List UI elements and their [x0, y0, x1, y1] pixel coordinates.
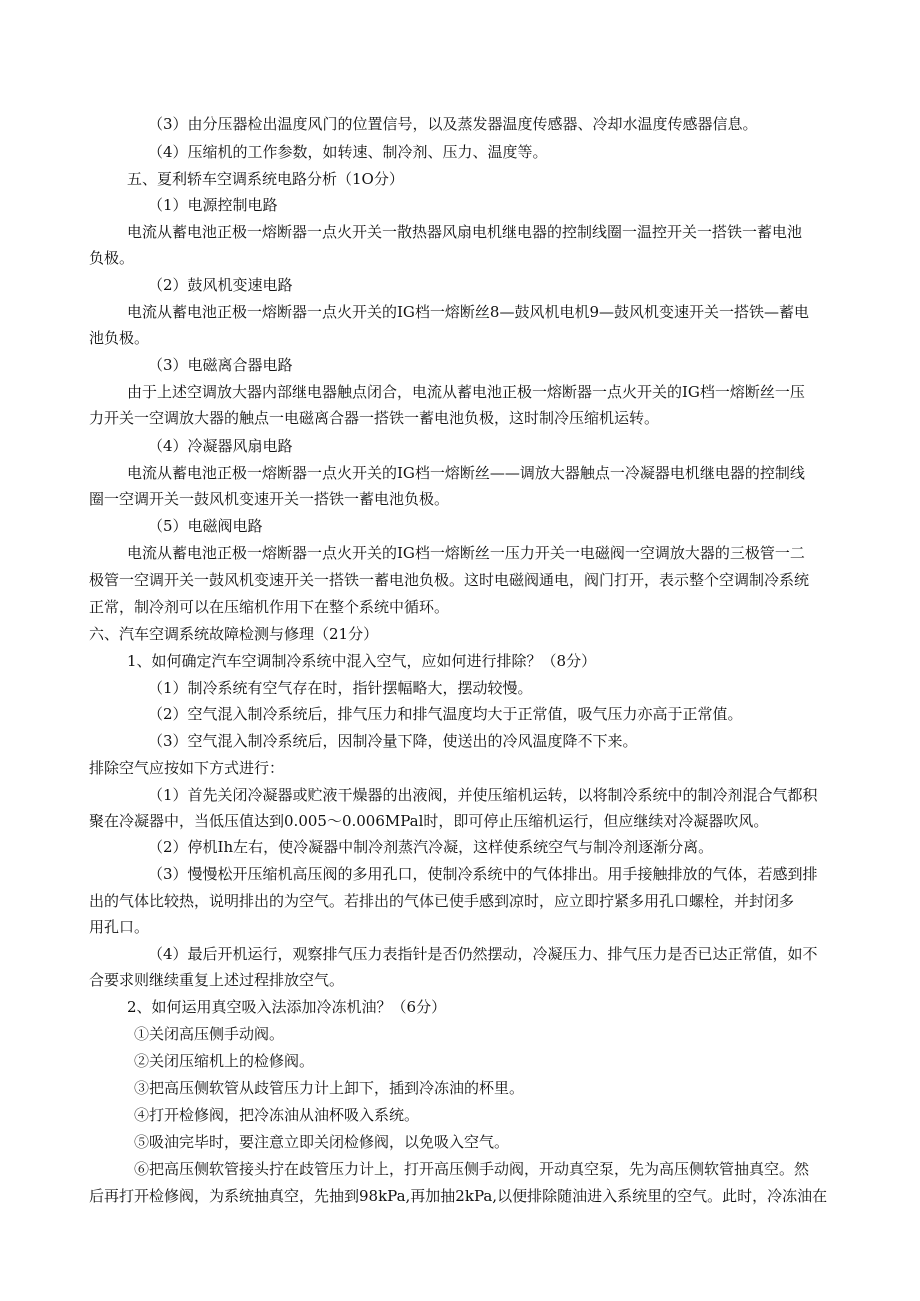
- text-line: 力开关一空调放大器的触点一电磁离合器一搭铁一蓄电池负极，这时制冷压缩机运转。: [89, 409, 660, 427]
- text-line: 极管一空调开关一鼓风机变速开关一搭铁一蓄电池负极。这时电磁阀通电，阀门打开，表示整个空调制冷系统: [89, 571, 810, 589]
- text-line: （4）最后开机运行，观察排气压力表指针是否仍然摆动，冷凝压力、排气压力是否已达正常值，如不: [148, 945, 818, 963]
- text-line: （3）空气混入制冷系统后，因制冷量下降，使送出的冷风温度降不下来。: [148, 732, 638, 750]
- text-line: 正常，制冷剂可以在压缩机作用下在整个系统中循环。: [89, 598, 450, 616]
- text-line: 负极。: [89, 249, 135, 267]
- subheading: （2）鼓风机变速电路: [148, 276, 293, 294]
- text-line: （3）慢慢松开压缩机高压阀的多用孔口，使制冷系统中的气体排出。用手接触排放的气体，若感到排: [148, 865, 818, 883]
- text-line: 聚在冷凝器中，当低压值达到0.005～0.006MPal时，即可停止压缩机运行，但应继续对冷凝器吹风。: [89, 812, 769, 830]
- text-line: 用孔口。: [89, 918, 150, 936]
- text-line: （3）由分压器检出温度风门的位置信号，以及蒸发器温度传感器、冷却水温度传感器信息。: [148, 115, 758, 133]
- text-line: （2）空气混入制冷系统后，排气压力和排气温度均大于正常值，吸气压力亦高于正常值。: [148, 705, 743, 723]
- text-line: 排除空气应按如下方式进行：: [89, 759, 285, 777]
- text-line: ④打开检修阀，把冷冻油从油杯吸入系统。: [134, 1106, 420, 1124]
- text-line: 池负极。: [89, 329, 150, 347]
- text-line: （1）制冷系统有空气存在时，指针摆幅略大，摆动较慢。: [148, 679, 533, 697]
- text-line: 后再打开检修阀，为系统抽真空，先抽到98kPa,再加抽2kPa,以便排除随油进入系统里的空气。此时，冷冻油在: [89, 1187, 828, 1205]
- question-heading: 1、如何确定汽车空调制冷系统中混入空气，应如何进行排除？（8分）: [127, 652, 597, 670]
- section-heading: 五、夏利轿车空调系统电路分析（1O分）: [127, 170, 404, 188]
- section-heading: 六、汽车空调系统故障检测与修理（21分）: [89, 625, 379, 643]
- text-line: 圈一空调开关一鼓风机变速开关一搭铁一蓄电池负极。: [89, 490, 450, 508]
- text-line: 电流从蓄电池正极一熔断器一点火开关的IG档一熔断丝8—鼓风机电机9—鼓风机变速开关一搭铁—蓄电: [127, 303, 809, 321]
- subheading: （4）冷凝器风扇电路: [148, 437, 293, 455]
- text-line: ⑤吸油完毕时，要注意立即关闭检修阀，以免吸入空气。: [134, 1133, 510, 1151]
- subheading: （3）电磁离合器电路: [148, 356, 293, 374]
- text-line: （2）停机Ih左右，使冷凝器中制冷剂蒸汽冷凝，这样使系统空气与制冷剂逐渐分离。: [148, 838, 714, 856]
- text-line: （4）压缩机的工作参数，如转速、制冷剂、压力、温度等。: [148, 143, 548, 161]
- text-line: 电流从蓄电池正极一熔断器一点火开关一散热器风扇电机继电器的控制线圈一温控开关一搭铁一蓄电池: [127, 223, 803, 241]
- text-line: 电流从蓄电池正极一熔断器一点火开关的IG档一熔断丝——调放大器触点一冷凝器电机继电器的控制线: [127, 464, 805, 482]
- question-heading: 2、如何运用真空吸入法添加冷冻机油？（6分）: [127, 998, 447, 1016]
- text-line: 合要求则继续重复上述过程排放空气。: [89, 971, 345, 989]
- text-line: ②关闭压缩机上的检修阀。: [134, 1052, 315, 1070]
- text-line: ①关闭高压侧手动阀。: [134, 1025, 285, 1043]
- text-line: 电流从蓄电池正极一熔断器一点火开关的IG档一熔断丝一压力开关一电磁阀一空调放大器的三极管一二: [127, 544, 805, 562]
- subheading: （1）电源控制电路: [148, 196, 278, 214]
- text-line: ③把高压侧软管从歧管压力计上卸下，插到冷冻油的杯里。: [134, 1079, 525, 1097]
- text-line: 由于上述空调放大器内部继电器触点闭合，电流从蓄电池正极一熔断器一点火开关的IG档一熔断丝一压: [127, 383, 805, 401]
- text-line: ⑥把高压侧软管接头拧在歧管压力计上，打开高压侧手动阀，开动真空泵，先为高压侧软管抽真空。然: [134, 1160, 810, 1178]
- text-line: 出的气体比较热，说明排出的为空气。若排出的气体已使手感到凉时，应立即拧紧多用孔口螺栓，并封闭多: [89, 892, 795, 910]
- subheading: （5）电磁阀电路: [148, 517, 263, 535]
- text-line: （1）首先关闭冷凝器或贮液干燥器的出液阀，并使压缩机运转，以将制冷系统中的制冷剂混合气都积: [148, 786, 818, 804]
